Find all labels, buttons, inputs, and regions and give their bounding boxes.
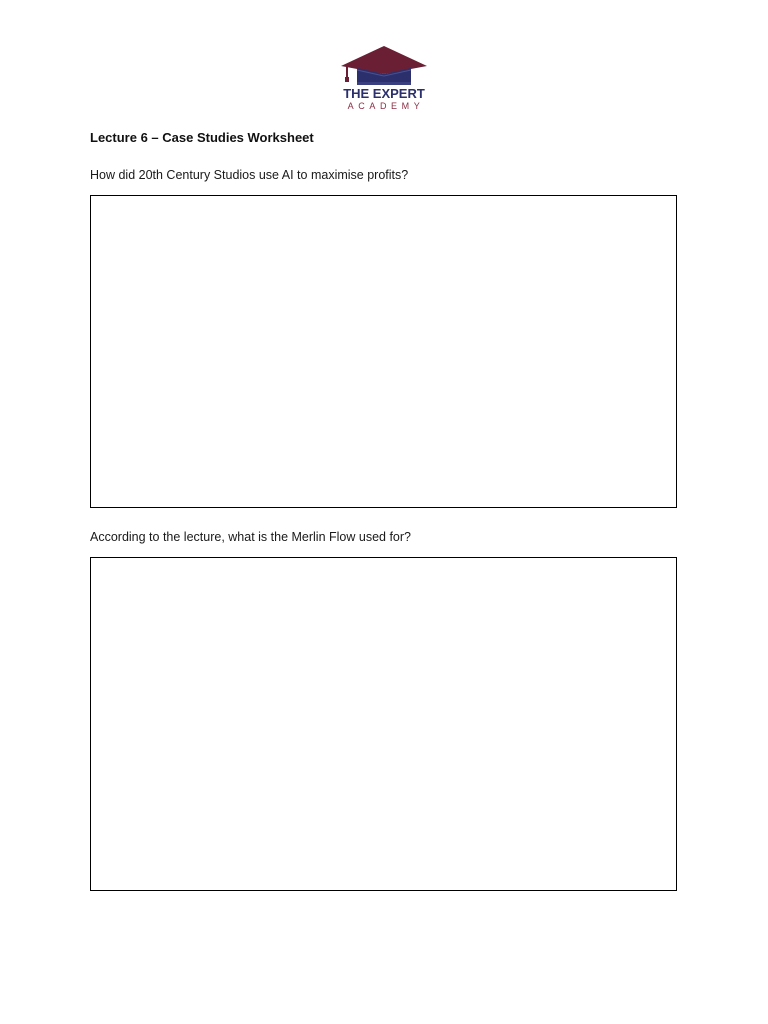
answer-box-2[interactable] [90,557,677,891]
logo-text-primary: THE EXPERT [343,86,425,101]
logo-text-secondary: ACADEMY [347,101,425,111]
worksheet-title: Lecture 6 – Case Studies Worksheet [90,130,314,145]
academy-logo [337,44,431,114]
answer-box-1[interactable] [90,195,677,508]
graduation-cap-icon [337,44,431,88]
question-2: According to the lecture, what is the Merlin Flow used for? [90,530,411,544]
question-1: How did 20th Century Studios use AI to maximise profits? [90,168,409,182]
